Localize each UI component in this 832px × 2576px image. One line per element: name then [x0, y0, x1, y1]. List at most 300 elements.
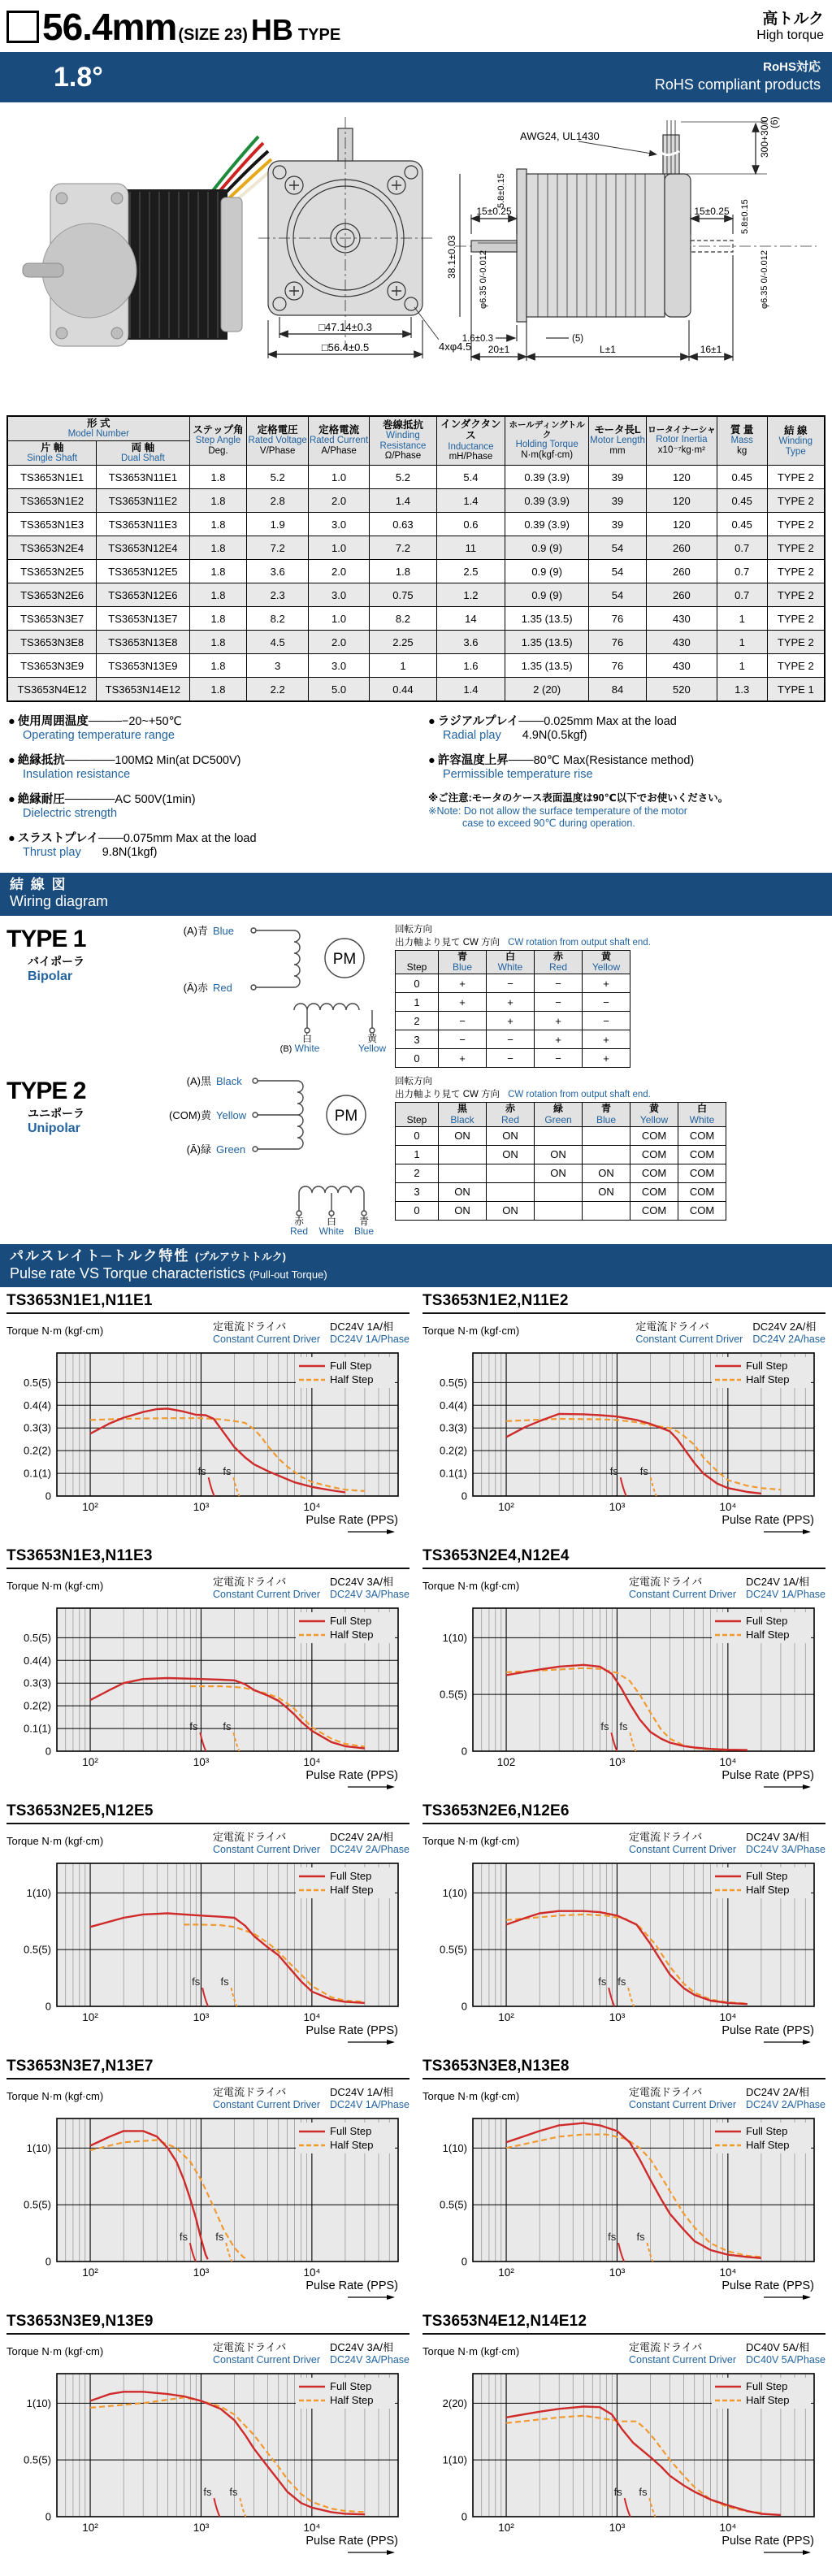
spec-cell: 0.63: [370, 513, 436, 536]
step-cell: +: [583, 1049, 630, 1068]
col-header-winding: 結 線 Winding Type: [767, 416, 825, 466]
chart-driver: 定電流ドライバ Constant Current Driver: [213, 1321, 321, 1346]
spec-cell: TS3653N12E5: [97, 560, 189, 583]
spec-cell: 2.0: [308, 631, 369, 654]
chart-driver: 定電流ドライバ Constant Current Driver: [213, 2086, 321, 2111]
step-cell: COM: [678, 1182, 726, 1201]
spec-cell: 3.6: [247, 560, 308, 583]
col-header-motor-length: モータ長L Motor Length mm: [589, 416, 647, 466]
step-cell: ON: [439, 1201, 487, 1220]
svg-text:10²: 10²: [82, 2266, 98, 2279]
chart-x-label: Pulse Rate (PPS): [722, 1514, 814, 1528]
svg-text:1(10): 1(10): [26, 2142, 51, 2155]
type1-step-table: [395, 950, 630, 1068]
spec-table-body: [7, 466, 825, 702]
svg-text:1(10): 1(10): [26, 1887, 51, 1900]
svg-text:Full Step: Full Step: [746, 1360, 788, 1373]
spec-cell: 1.35 (13.5): [505, 631, 589, 654]
type1-pm-label: PM: [332, 951, 357, 969]
spec-cell: 260: [646, 560, 717, 583]
fs-annotation: fs: [197, 1465, 206, 1478]
chart-x-label: Pulse Rate (PPS): [306, 2024, 398, 2038]
svg-text:10⁴: 10⁴: [303, 1501, 321, 1514]
type2-b2-en: White: [318, 1225, 344, 1238]
svg-text:Half Step: Half Step: [746, 1373, 790, 1386]
spec-cell: 3.0: [308, 654, 369, 678]
spec-cell: 1.0: [308, 466, 369, 489]
spec-cell: 0.9 (9): [505, 583, 589, 607]
chart-title: TS3653N2E4,N12E4: [422, 1547, 826, 1569]
spec-table-row: [7, 513, 825, 536]
type2-com-jp: (COM)黄: [169, 1109, 211, 1122]
spec-cell: 3.6: [436, 631, 505, 654]
type2-b1-jp: 赤: [293, 1216, 305, 1228]
type1-rotation-jp2: 出力軸より見て CW 方向 CW rotation from output shaft end.: [395, 938, 651, 948]
page-header: [0, 0, 832, 52]
svg-text:0.5(5): 0.5(5): [24, 1944, 51, 1957]
fs-annotation: fs: [639, 1465, 648, 1478]
step-cell: 0: [396, 974, 439, 993]
step-cell: −: [583, 993, 630, 1012]
spec-cell: 1.8: [189, 631, 247, 654]
spec-cell: 7.2: [370, 536, 436, 560]
spec-cell: 2.8: [247, 489, 308, 513]
spec-cell: TYPE 2: [767, 607, 825, 631]
spec-cell: TS3653N11E2: [97, 489, 189, 513]
type1-jp: バイポーラ: [28, 955, 84, 969]
wiring-type1-row: [0, 916, 832, 1068]
step-cell: ON: [487, 1145, 535, 1164]
chart-driver: 定電流ドライバ Constant Current Driver: [213, 1831, 321, 1856]
spec-cell: 3: [247, 654, 308, 678]
step-row: [396, 1126, 726, 1145]
svg-text:0.1(1): 0.1(1): [24, 1467, 51, 1480]
svg-text:Half Step: Half Step: [746, 2394, 790, 2407]
svg-text:0: 0: [461, 1745, 467, 1758]
step-cell: ON: [535, 1145, 583, 1164]
type1-bbar-en: Yellow: [358, 1043, 387, 1055]
torque-chart-block: [422, 1292, 826, 1541]
svg-text:0.3(3): 0.3(3): [24, 1677, 51, 1690]
spec-cell: 2.0: [308, 489, 369, 513]
spec-cell: TS3653N2E5: [7, 560, 97, 583]
dim-holes: 4xφ4.5: [439, 340, 472, 353]
spec-cell: 1.8: [189, 560, 247, 583]
step-cell: [535, 1126, 583, 1145]
spec-cell: 1.2: [436, 583, 505, 607]
step-cell: COM: [630, 1164, 678, 1182]
torque-chart-block: [6, 1802, 410, 2051]
type1-b-en: White: [294, 1043, 320, 1055]
svg-text:10⁴: 10⁴: [303, 1756, 321, 1769]
spec-table-row: [7, 631, 825, 654]
svg-text:0.5(5): 0.5(5): [440, 1944, 467, 1957]
spec-cell: 54: [589, 560, 647, 583]
fs-annotation: fs: [609, 1465, 618, 1478]
svg-text:0: 0: [45, 2255, 51, 2268]
svg-text:0.5(5): 0.5(5): [24, 2199, 51, 2212]
dim-five: (5): [572, 334, 584, 344]
spec-cell: TS3653N13E9: [97, 654, 189, 678]
spec-cell: TS3653N1E3: [7, 513, 97, 536]
fs-annotation: fs: [598, 1975, 607, 1988]
svg-text:0.4(4): 0.4(4): [24, 1654, 51, 1667]
svg-text:Full Step: Full Step: [330, 2380, 372, 2393]
torque-chart-svg: [422, 2367, 824, 2557]
chart-y-unit: Torque N·m (kgf·cm): [422, 1835, 520, 1848]
spec-cell: 1.9: [247, 513, 308, 536]
svg-text:0: 0: [45, 2510, 51, 2523]
step-row: [396, 1164, 726, 1182]
chart-supply: DC24V 2A/相 DC24V 2A/hase: [752, 1321, 826, 1346]
spec-cell: 2.2: [247, 678, 308, 702]
spec-cell: 1.0: [308, 607, 369, 631]
spec-cell: 0.9 (9): [505, 536, 589, 560]
chart-y-unit: Torque N·m (kgf·cm): [422, 1325, 520, 1338]
spec-cell: 0.44: [370, 678, 436, 702]
step-cell: +: [535, 1012, 583, 1030]
spec-cell: 120: [646, 513, 717, 536]
chart-driver: 定電流ドライバ Constant Current Driver: [629, 2341, 737, 2366]
svg-text:10⁴: 10⁴: [303, 2266, 321, 2279]
dim-front-outer: □56.4±0.5: [321, 341, 370, 353]
note-radial-play: ● ラジアルプレイ───0.025mm Max at the load Radial play 4.9N(0.5kgf): [428, 715, 677, 743]
spec-cell: 3.0: [308, 513, 369, 536]
step-cell: 0: [396, 1201, 439, 1220]
step-cell: ON: [439, 1182, 487, 1201]
spec-cell: 1.8: [189, 536, 247, 560]
svg-text:0: 0: [45, 1490, 51, 1503]
chart-title: TS3653N3E8,N13E8: [422, 2058, 826, 2079]
svg-text:0.2(2): 0.2(2): [24, 1445, 51, 1458]
svg-text:0.5(5): 0.5(5): [440, 1377, 467, 1390]
fs-annotation: fs: [613, 2486, 622, 2499]
torque-chart-block: [6, 2313, 410, 2561]
svg-text:10⁴: 10⁴: [719, 2522, 737, 2535]
torque-chart-block: [6, 2058, 410, 2306]
svg-text:1(10): 1(10): [442, 1887, 467, 1900]
col-header-step-angle: ステップ角 Step Angle Deg.: [189, 416, 247, 466]
step-cell: +: [535, 1030, 583, 1049]
type2-a-jp: (A)黒: [186, 1075, 211, 1088]
torque-chart-block: [422, 2058, 826, 2306]
spec-cell: 1.8: [189, 513, 247, 536]
spec-cell: 1.8: [189, 489, 247, 513]
type1-diagram: [127, 919, 395, 1068]
wiring-band-jp: 結 線 図: [10, 877, 67, 893]
svg-text:0: 0: [45, 2000, 51, 2013]
chart-driver: 定電流ドライバ Constant Current Driver: [629, 1576, 737, 1601]
spec-table-row: [7, 607, 825, 631]
spec-cell: TS3653N13E7: [97, 607, 189, 631]
chart-title: TS3653N2E5,N12E5: [6, 1802, 410, 1824]
col-header-mass: 質 量 Mass kg: [717, 416, 767, 466]
spec-table-row: [7, 560, 825, 583]
step-cell: [487, 1182, 535, 1201]
type-word: TYPE: [297, 26, 341, 44]
step-cell: −: [583, 1012, 630, 1030]
type2-pm-label: PM: [334, 1108, 358, 1125]
col-header-current: 定格電流 Rated Current A/Phase: [308, 416, 369, 466]
spec-cell: 0.39 (3.9): [505, 489, 589, 513]
type1-b-tag: (B): [280, 1044, 292, 1055]
chart-supply: DC24V 1A/相 DC24V 1A/Phase: [330, 2086, 410, 2111]
spec-cell: 1.8: [189, 678, 247, 702]
svg-text:10²: 10²: [498, 2522, 514, 2535]
step-cell: 0: [396, 1126, 439, 1145]
type2-step-table: [395, 1102, 726, 1220]
svg-text:10⁴: 10⁴: [303, 2011, 321, 2024]
torque-charts-grid: [0, 1287, 832, 2576]
step-cell: ON: [583, 1182, 630, 1201]
svg-text:0.3(3): 0.3(3): [24, 1422, 51, 1435]
step-cell: −: [487, 1049, 535, 1068]
spec-cell: TS3653N3E9: [7, 654, 97, 678]
spec-cell: 0.45: [717, 513, 767, 536]
spec-cell: TS3653N13E8: [97, 631, 189, 654]
torque-band-jp: パルスレイト─トルク特性 (プルアウトトルク): [10, 1248, 286, 1264]
step-cell: 3: [396, 1030, 439, 1049]
chart-supply: DC24V 3A/相 DC24V 3A/Phase: [746, 1831, 826, 1856]
step-row: [396, 1145, 726, 1164]
step-cell: 1: [396, 1145, 439, 1164]
type1-a-en: Blue: [213, 925, 235, 938]
step-cell: +: [439, 974, 487, 993]
step-col-header: 白 White: [678, 1103, 726, 1126]
chart-title: TS3653N1E2,N11E2: [422, 1292, 826, 1314]
fs-annotation: fs: [618, 1975, 626, 1988]
front-view-drawing: [258, 117, 471, 358]
fs-annotation: fs: [215, 2231, 224, 2244]
col-header-resistance: 巻線抵抗 Winding Resistance Ω/Phase: [370, 416, 436, 466]
spec-cell: 14: [436, 607, 505, 631]
wiring-section-band: [0, 873, 832, 916]
spec-cell: TS3653N12E6: [97, 583, 189, 607]
svg-text:0.1(1): 0.1(1): [440, 1467, 467, 1480]
spec-cell: 2.25: [370, 631, 436, 654]
type2-jp: ユニポーラ: [28, 1107, 84, 1121]
spec-cell: 0.6: [436, 513, 505, 536]
spec-cell: 4.5: [247, 631, 308, 654]
torque-chart-svg: [422, 1602, 824, 1792]
svg-text:Full Step: Full Step: [746, 2380, 788, 2393]
spec-cell: 5.2: [370, 466, 436, 489]
spec-cell: 1.3: [717, 678, 767, 702]
motor-photo: [23, 137, 275, 346]
dim-flat-r: 5.8±0.15: [740, 199, 750, 234]
torque-chart-block: [6, 1292, 410, 1541]
note-insulation-resistance: ● 絶縁抵抗──────100MΩ Min(at DC500V) Insulation resistance: [8, 754, 241, 782]
spec-cell: 2.3: [247, 583, 308, 607]
spec-cell: 76: [589, 631, 647, 654]
spec-cell: TYPE 2: [767, 466, 825, 489]
spec-cell: 54: [589, 583, 647, 607]
spec-cell: 39: [589, 489, 647, 513]
spec-cell: 8.2: [247, 607, 308, 631]
step-cell: −: [535, 993, 583, 1012]
spec-cell: 120: [646, 466, 717, 489]
step-angle: 1.8°: [54, 61, 103, 93]
rohs-jp: RoHS対応: [763, 60, 821, 75]
note-dielectric-strength: ● 絶縁耐圧──────AC 500V(1min) Dielectric strength: [8, 793, 196, 821]
chart-title: TS3653N3E9,N13E9: [6, 2313, 410, 2335]
svg-text:0.4(4): 0.4(4): [440, 1399, 467, 1412]
step-cell: +: [583, 1030, 630, 1049]
note-thrust-play: ● スラストプレイ───0.075mm Max at the load Thrust play 9.8N(1kgf): [8, 832, 257, 860]
svg-text:Full Step: Full Step: [330, 1615, 372, 1628]
chart-supply: DC40V 5A/相 DC40V 5A/Phase: [746, 2341, 826, 2366]
spec-cell: 430: [646, 607, 717, 631]
svg-text:0.2(2): 0.2(2): [440, 1445, 467, 1458]
svg-text:10³: 10³: [193, 2266, 210, 2279]
step-cell: [439, 1145, 487, 1164]
step-cell: +: [439, 1049, 487, 1068]
step-row: [396, 1049, 630, 1068]
chart-header: [6, 2084, 410, 2110]
dim-shaft-d-r: φ6.35 0/-0.012: [760, 250, 769, 309]
spec-cell: TS3653N14E12: [97, 678, 189, 702]
step-cell: −: [439, 1012, 487, 1030]
fs-annotation: fs: [223, 1720, 232, 1733]
step-cell: 2: [396, 1164, 439, 1182]
step-cell: COM: [630, 1182, 678, 1201]
type1-abar-jp: (Ā)赤: [183, 982, 208, 995]
col-header-dual-shaft: 両 軸 Dual Shaft: [97, 441, 189, 466]
svg-text:0.5(5): 0.5(5): [440, 1689, 467, 1702]
step-cell: ON: [535, 1164, 583, 1182]
spec-cell: TS3653N11E1: [97, 466, 189, 489]
step-cell: COM: [678, 1126, 726, 1145]
step-cell: +: [439, 993, 487, 1012]
spec-cell: 0.7: [717, 583, 767, 607]
svg-text:1(10): 1(10): [442, 1632, 467, 1645]
spec-cell: 2.0: [308, 560, 369, 583]
feature-en: High torque: [756, 28, 824, 42]
chart-title: TS3653N1E1,N11E1: [6, 1292, 410, 1314]
technical-drawing-area: [0, 102, 832, 412]
fs-annotation: fs: [203, 2486, 212, 2499]
dim-flange-h: 38.1±0.03: [446, 235, 457, 279]
spec-cell: 1.8: [189, 466, 247, 489]
spec-cell: 39: [589, 513, 647, 536]
svg-text:Half Step: Half Step: [746, 2139, 790, 2152]
chart-header: [6, 2339, 410, 2366]
spec-cell: 7.2: [247, 536, 308, 560]
svg-text:10²: 10²: [82, 1756, 98, 1769]
type2-abar-en: Green: [216, 1143, 246, 1156]
step-cell: [535, 1201, 583, 1220]
svg-text:10⁴: 10⁴: [719, 1756, 737, 1769]
step-angle-band: [0, 52, 832, 102]
chart-header: [422, 1828, 826, 1855]
type2-b3-jp: 青: [358, 1216, 370, 1228]
spec-cell: TYPE 2: [767, 583, 825, 607]
fs-annotation: fs: [189, 1720, 198, 1733]
spec-table-row: [7, 583, 825, 607]
torque-chart-svg: [6, 2367, 408, 2557]
svg-text:0.5(5): 0.5(5): [440, 2199, 467, 2212]
spec-cell: TYPE 2: [767, 513, 825, 536]
spec-cell: 5.4: [436, 466, 505, 489]
svg-text:0: 0: [461, 2510, 467, 2523]
spec-cell: TS3653N3E7: [7, 607, 97, 631]
spec-cell: 0.39 (3.9): [505, 466, 589, 489]
chart-y-unit: Torque N·m (kgf·cm): [6, 1580, 104, 1593]
svg-text:0.5(5): 0.5(5): [24, 2454, 51, 2467]
step-row: [396, 1030, 630, 1049]
col-header-inductance: インダクタンス Inductance mH/Phase: [436, 416, 505, 466]
svg-text:Full Step: Full Step: [746, 1615, 788, 1628]
svg-text:0.2(2): 0.2(2): [24, 1700, 51, 1713]
svg-text:10³: 10³: [193, 2522, 210, 2535]
chart-x-label: Pulse Rate (PPS): [722, 2024, 814, 2038]
chart-driver: 定電流ドライバ Constant Current Driver: [635, 1321, 743, 1346]
spec-cell: 1.35 (13.5): [505, 654, 589, 678]
type2-name: TYPE 2: [6, 1078, 86, 1105]
spec-cell: 3.0: [308, 583, 369, 607]
svg-text:10²: 10²: [498, 1501, 514, 1514]
step-col-header: 黒 Black: [439, 1103, 487, 1126]
chart-supply: DC24V 1A/相 DC24V 1A/Phase: [330, 1321, 410, 1346]
svg-text:1(10): 1(10): [442, 2142, 467, 2155]
square-dimension-icon: [6, 11, 39, 43]
torque-chart-svg: [6, 1602, 408, 1792]
spec-cell: TS3653N2E6: [7, 583, 97, 607]
svg-text:Half Step: Half Step: [330, 1373, 374, 1386]
svg-text:Half Step: Half Step: [330, 1884, 374, 1897]
chart-y-unit: Torque N·m (kgf·cm): [6, 2345, 104, 2358]
type1-abar-en: Red: [213, 982, 232, 995]
spec-cell: 5.0: [308, 678, 369, 702]
torque-chart-block: [6, 1547, 410, 1796]
step-cell: −: [535, 1049, 583, 1068]
spec-cell: 1.8: [189, 583, 247, 607]
spec-cell: 1: [717, 654, 767, 678]
spec-table-row: [7, 489, 825, 513]
spec-cell: TS3653N12E4: [97, 536, 189, 560]
spec-cell: TYPE 2: [767, 536, 825, 560]
type2-en: Unipolar: [28, 1121, 80, 1136]
spec-cell: 54: [589, 536, 647, 560]
spec-cell: 0.45: [717, 489, 767, 513]
step-cell: +: [487, 1012, 535, 1030]
chart-x-label: Pulse Rate (PPS): [306, 1769, 398, 1783]
step-col-header: 黄 Yellow: [630, 1103, 678, 1126]
svg-text:10²: 10²: [498, 2011, 514, 2024]
dim-flange-t: 1.6±0.3: [462, 334, 493, 344]
svg-text:0.3(3): 0.3(3): [440, 1422, 467, 1435]
svg-text:Half Step: Half Step: [746, 1884, 790, 1897]
spec-cell: 2 (20): [505, 678, 589, 702]
col-header-single-shaft: 片 軸 Single Shaft: [7, 441, 97, 466]
svg-text:10³: 10³: [193, 1756, 210, 1769]
torque-band-en: Pulse rate VS Torque characteristics (Pull-out Torque): [10, 1264, 327, 1281]
step-cell: ON: [583, 1164, 630, 1182]
chart-y-unit: Torque N·m (kgf·cm): [422, 2090, 520, 2103]
dim-rear-len: 16±1: [700, 344, 722, 355]
torque-chart-svg: [422, 2112, 824, 2302]
dim-front-inner: □47.14±0.3: [318, 321, 372, 333]
torque-chart-svg: [422, 1347, 824, 1537]
spec-cell: 520: [646, 678, 717, 702]
spec-cell: TS3653N3E8: [7, 631, 97, 654]
step-cell: 0: [396, 1049, 439, 1068]
col-header-rotor-inertia: ロータイナーシャ Rotor Inertia x10⁻⁷kg·m²: [646, 416, 717, 466]
step-col-header: 白 White: [487, 951, 535, 974]
series-name: HB: [250, 13, 293, 46]
step-col-header: 緑 Green: [535, 1103, 583, 1126]
dim-lead-len: 300+30/0: [759, 116, 770, 158]
